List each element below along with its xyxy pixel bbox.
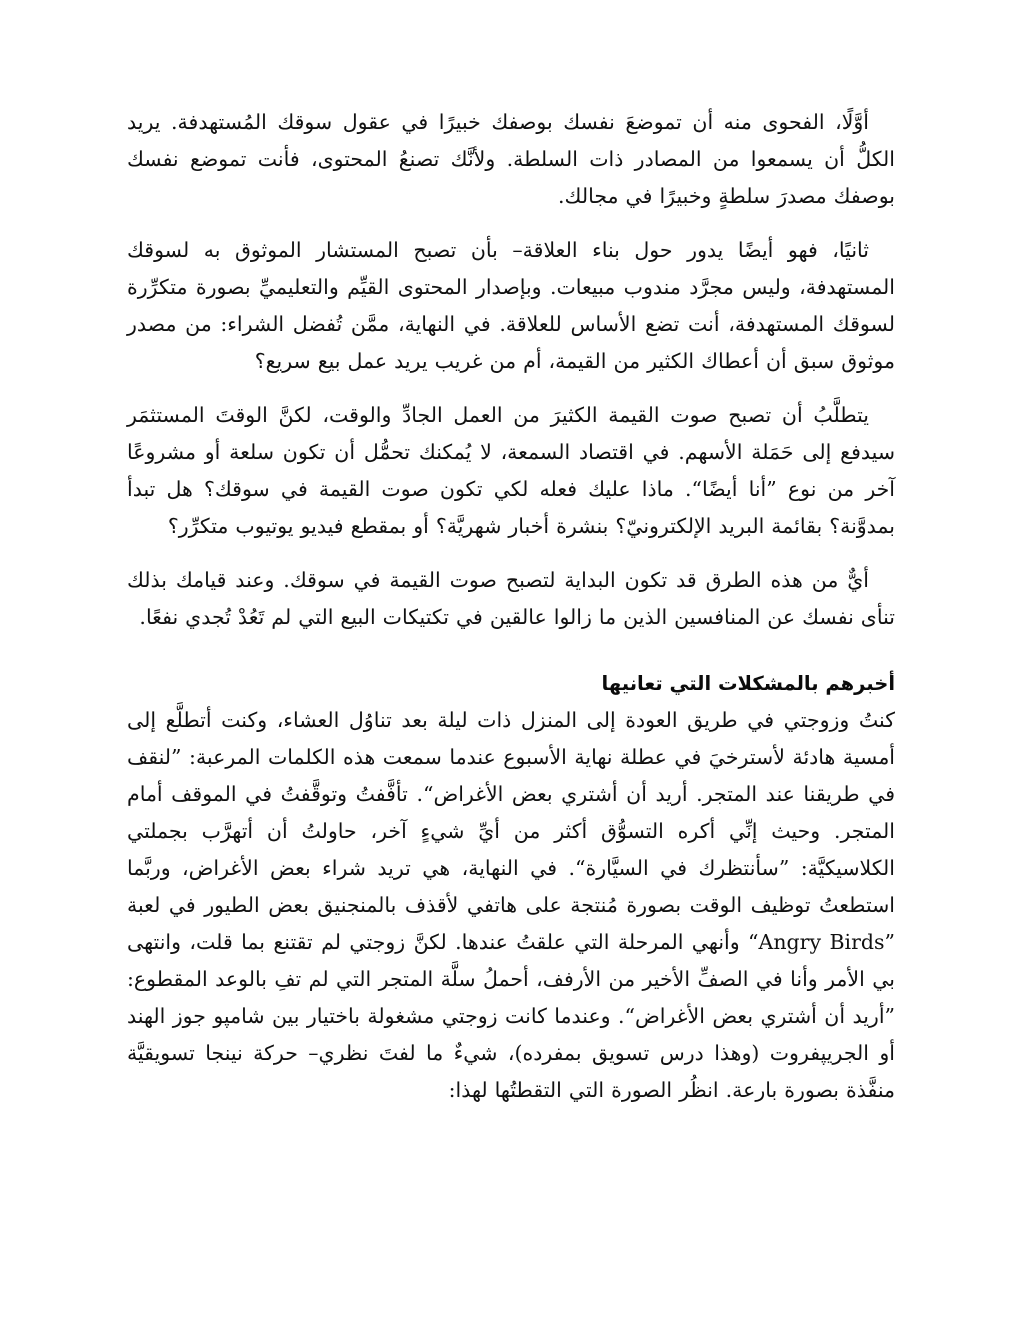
page-content (127, 104, 895, 1109)
paragraph-3: يتطلَّبُ أن تصبح صوت القيمة الكثيرَ من العمل الجادِّ والوقت، لكنَّ الوقتَ المستثمَر سيدفع إلى حَمَلة الأسهم. في اقتصاد السمعة، لا يُمكنك تحمُّل أن تكون سلعة أو مشروعًا آخر من نوع ”أنا أيضًا“. ماذا عليك فعله لكي تكون صوت القيمة في سوقك؟ هل تبدأ بمدوَّنة؟ بقائمة البريد الإلكترونيّ؟ بنشرة أخبار شهريَّة؟ أو بمقطع فيديو يوتيوب متكرِّر؟ (127, 403, 895, 538)
section-heading-block (127, 669, 895, 699)
paragraph-4: أيٌّ من هذه الطرق قد تكون البداية لتصبح صوت القيمة في سوقك. وعند قيامك بذلك تنأى نفسك عن المنافسين الذين ما زالوا عالقين في تكتيكات البيع التي لم تَعُدْ تُجدي نفعًا. (127, 568, 895, 629)
paragraph-1: أوَّلًا، الفحوى منه أن تموضعَ نفسك بوصفك خبيرًا في عقول سوقك المُستهدفة. يريد الكلُّ أن يسمعوا من المصادر ذات السلطة. ولأنَّك تصنعُ المحتوى، فأنت تموضع نفسك بوصفك مصدرَ سلطةٍ وخبيرًا في مجالك. (127, 110, 895, 208)
section-heading: أخبرهم بالمشكلات التي تعانيها (601, 672, 895, 695)
section-paragraph-1: كنتُ وزوجتي في طريق العودة إلى المنزل ذات ليلة بعد تناوُل العشاء، وكنت أتطلَّع إلى أمسية هادئة لأسترخيَ في عطلة نهاية الأسبوع عندما سمعت هذه الكلمات المرعبة: ”لنقف في طريقنا عند المتجر. أريد أن أشتري بعض الأغراض“. تأفَّفتُ وتوقَّفتُ في الموقف أمام المتجر. وحيث إنِّي أكره التسوُّق أكثر من أيِّ شيءٍ آخر، حاولتُ أن أتهرَّب بجملتي الكلاسيكيَّة: ”سأنتظرك في السيَّارة“. في النهاية، هي تريد شراء بعض الأغراض، وربَّما استطعتُ توظيف الوقت بصورة مُنتجة على هاتفي لأقذف بالمنجنيق بعض الطيور في لعبة ”Angry Birds“ وأنهي المرحلة التي علقتُ عندها. لكنَّ زوجتي لم تقتنع بما قلت، وانتهى بي الأمر وأنا في الصفِّ الأخير من الأرفف، أحملُ سلَّة المتجر التي لم تفِ بالوعد المقطوع: ”أريد أن أشتري بعض الأغراض“. وعندما كانت زوجتي مشغولة باختيار بين شامپو جوز الهند أو الجريپفروت (وهذا درس تسويق بمفرده)، شيءٌ ما لفتَ نظري– حركة نينجا تسويقيَّة منفَّذة بصورة بارعة. انظُر الصورة التي التقطتُها لهذا: (127, 708, 896, 1102)
paragraph-2: ثانيًا، فهو أيضًا يدور حول بناء العلاقة– بأن تصبح المستشار الموثوق به لسوقك المستهدفة، وليس مجرَّد مندوب مبيعات. وبإصدار المحتوى القيِّم والتعليميِّ بصورة متكرِّرة لسوقك المستهدفة، أنت تضع الأساس للعلاقة. في النهاية، ممَّن تُفضل الشراء: من مصدر موثوق سبق أن أعطاك الكثير من القيمة، أم من غريب يريد عمل بيع سريع؟ (127, 238, 895, 373)
